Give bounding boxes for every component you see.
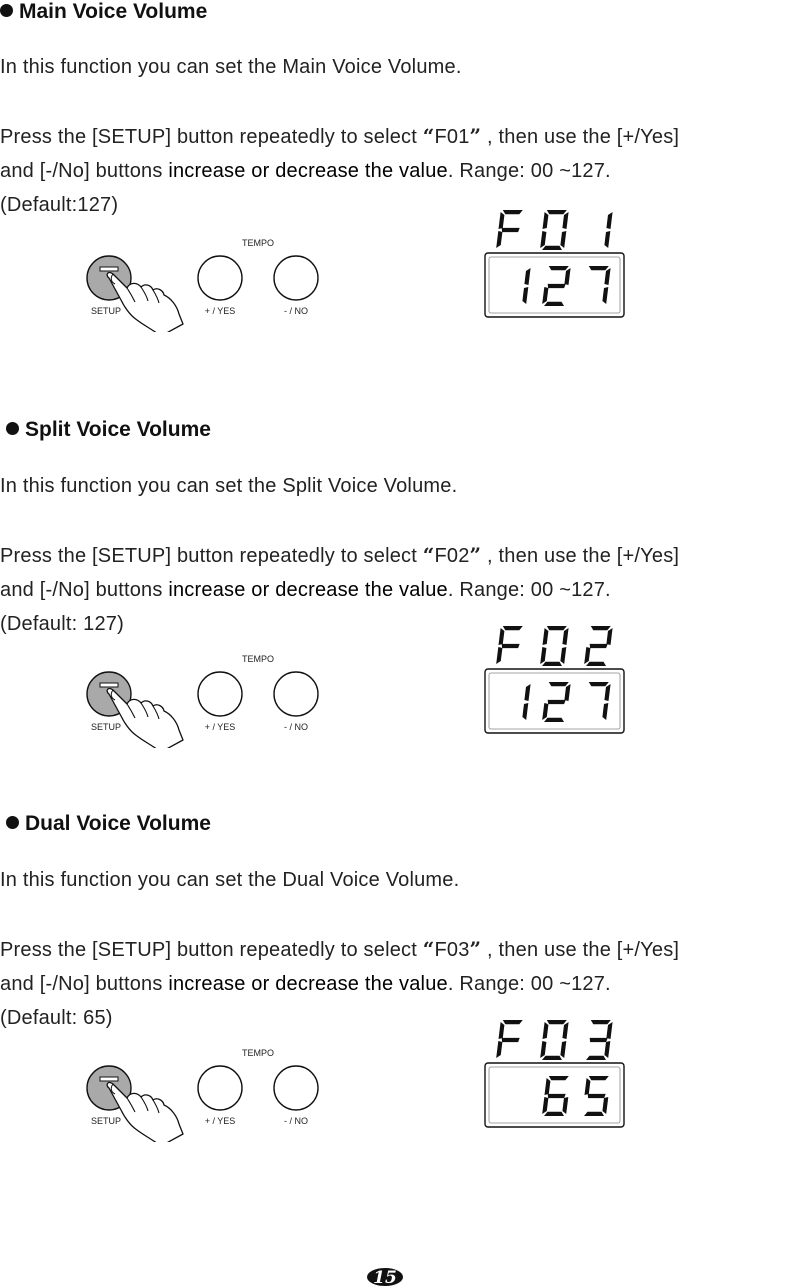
instruction-line-1: Press the [SETUP] button repeatedly to select “F03” , then use the [+/Yes] [0, 937, 680, 961]
yes-button [198, 1066, 242, 1110]
led-display [480, 1010, 630, 1130]
setup-label: SETUP [91, 722, 122, 732]
tempo-label: TEMPO [241, 654, 275, 664]
led-display [480, 200, 630, 320]
page-number-badge [366, 1266, 404, 1286]
section-heading: Dual Voice Volume [6, 812, 211, 836]
code-digit [586, 1020, 613, 1060]
default-value-text: (Default:127) [0, 194, 119, 216]
pointing-hand-icon [107, 689, 183, 748]
no-button [274, 256, 318, 300]
intro-text: In this function you can set the Dual Voice Volume. [0, 869, 460, 891]
no-button [274, 672, 318, 716]
no-label: - / NO [284, 1116, 308, 1126]
code-digit [540, 626, 568, 666]
instruction-line-2: and [-/No] buttons increase or decrease the value. Range: 00 ~127. [0, 160, 611, 182]
tempo-label: TEMPO [241, 1048, 275, 1058]
setup-label: SETUP [91, 1116, 122, 1126]
yes-button [198, 672, 242, 716]
code-digit [496, 210, 523, 248]
yes-label: + / YES [204, 306, 236, 316]
code-digit [604, 212, 612, 248]
setup-label: SETUP [91, 306, 122, 316]
code-digit [496, 626, 523, 664]
led-display [480, 616, 630, 736]
intro-text: In this function you can set the Split Voice Volume. [0, 475, 458, 497]
section-heading: Split Voice Volume [6, 418, 211, 442]
default-value-text: (Default: 127) [0, 613, 124, 635]
code-digit [540, 210, 568, 250]
pointing-hand-icon [107, 273, 183, 332]
intro-text: In this function you can set the Main Voice Volume. [0, 56, 462, 78]
no-label: - / NO [284, 722, 308, 732]
instruction-line-1: Press the [SETUP] button repeatedly to select “F01” , then use the [+/Yes] [0, 124, 680, 148]
button-panel [75, 648, 335, 748]
button-panel [75, 232, 335, 332]
page-number: 15 [373, 1268, 397, 1286]
instruction-line-2: and [-/No] buttons increase or decrease the value. Range: 00 ~127. [0, 579, 611, 601]
instruction-line-1: Press the [SETUP] button repeatedly to select “F02” , then use the [+/Yes] [0, 543, 680, 567]
default-value-text: (Default: 65) [0, 1007, 113, 1029]
setup-led-slot [100, 267, 118, 271]
button-panel [75, 1042, 335, 1142]
code-digit [540, 1020, 568, 1060]
setup-led-slot [100, 683, 118, 687]
section-heading: Main Voice Volume [0, 0, 207, 24]
instruction-line-2: and [-/No] buttons increase or decrease the value. Range: 00 ~127. [0, 973, 611, 995]
tempo-label: TEMPO [241, 238, 275, 248]
yes-label: + / YES [204, 1116, 236, 1126]
bullet-dot-icon [6, 422, 19, 435]
bullet-dot-icon [0, 4, 13, 17]
setup-led-slot [100, 1077, 118, 1081]
code-digit [584, 626, 612, 666]
yes-button [198, 256, 242, 300]
pointing-hand-icon [107, 1083, 183, 1142]
no-button [274, 1066, 318, 1110]
no-label: - / NO [284, 306, 308, 316]
bullet-dot-icon [6, 816, 19, 829]
code-digit [496, 1020, 523, 1058]
yes-label: + / YES [204, 722, 236, 732]
